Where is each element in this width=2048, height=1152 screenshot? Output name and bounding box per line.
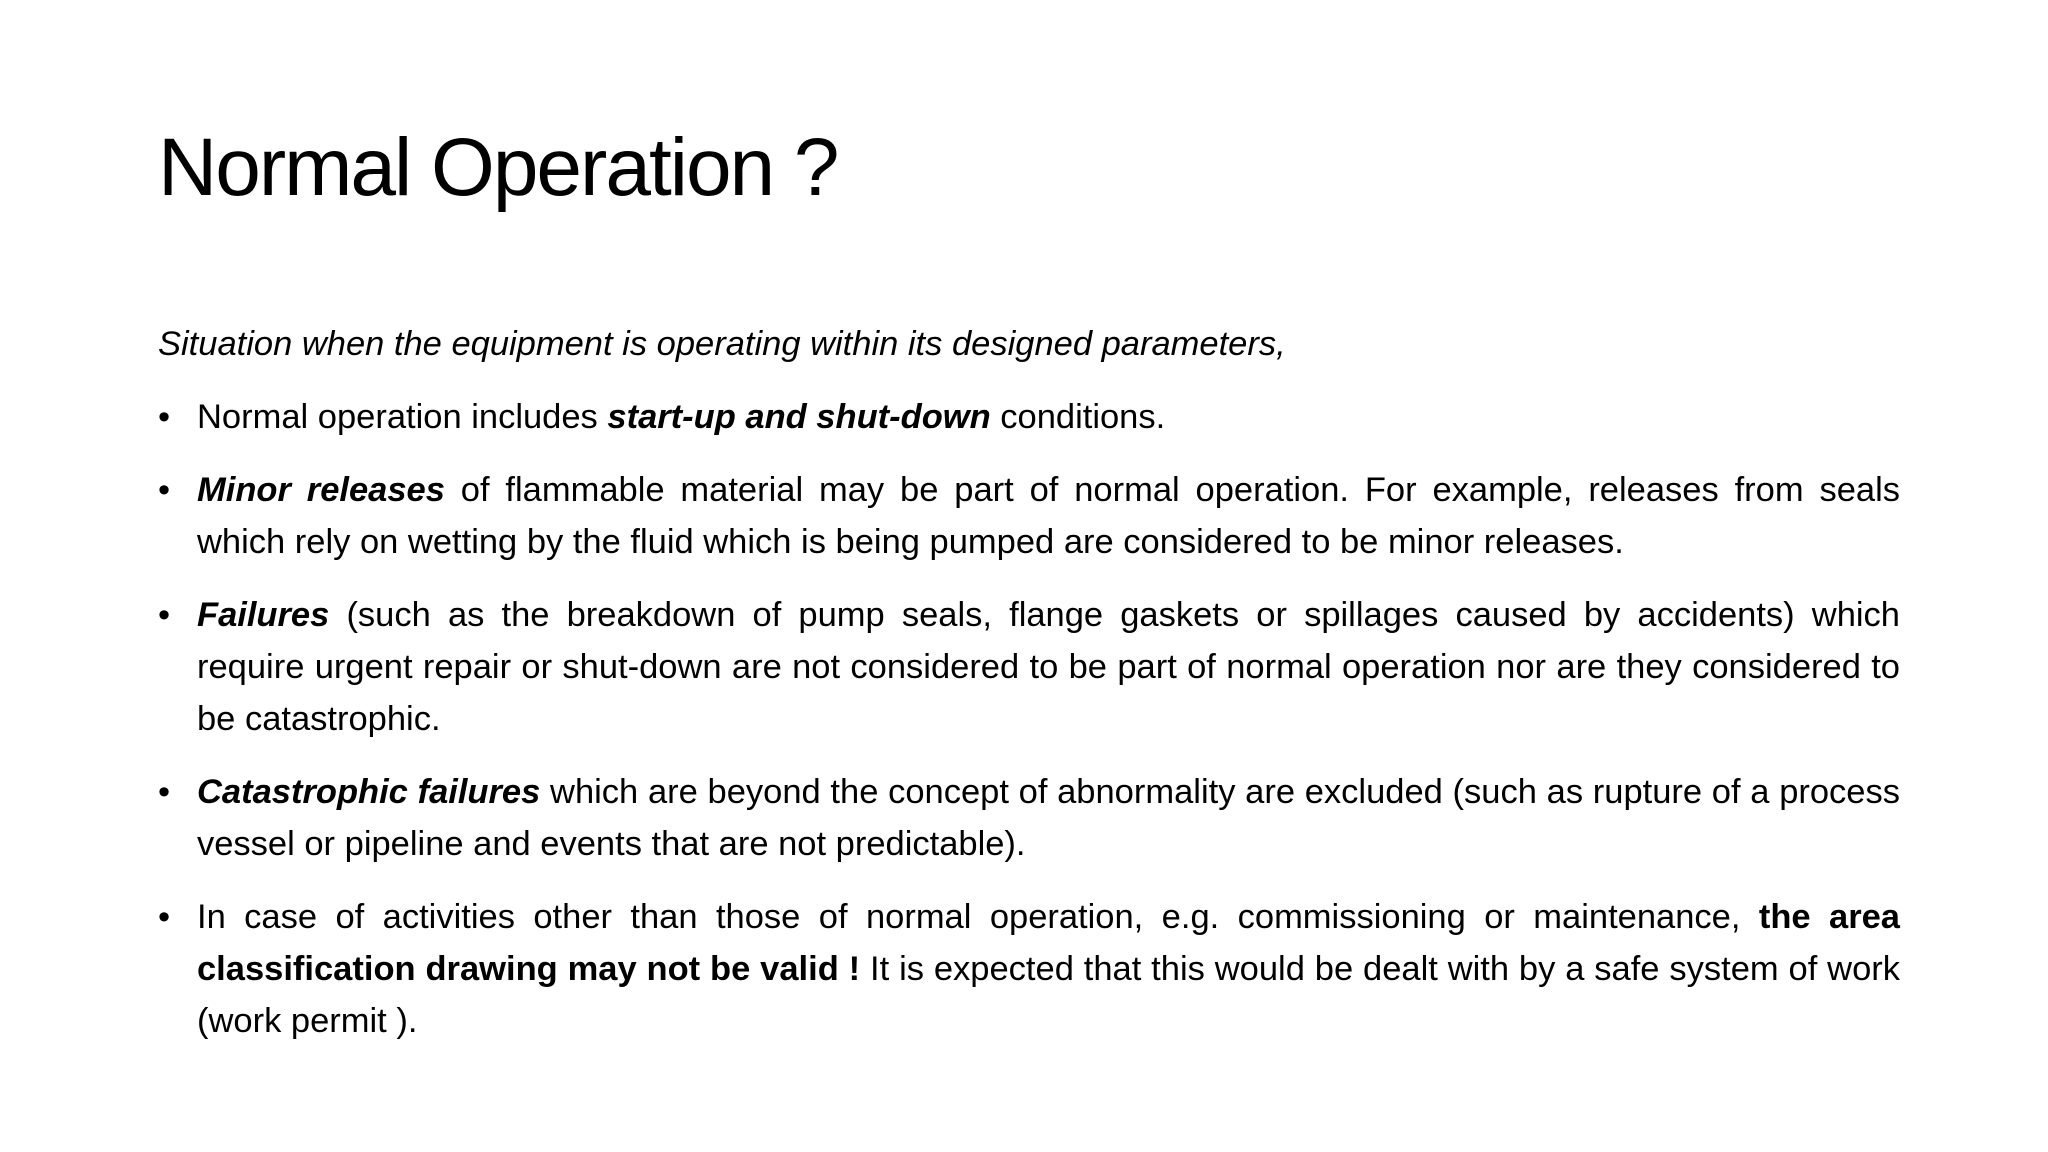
bullet-text: of flammable material may be part of normal operation. For example, releases from seals which rely on wetting by the fluid which is being pumped are considered to be minor releases. [197,471,1900,561]
slide-body [158,318,1900,1068]
bullet-text: In case of activities other than those of normal operation, e.g. commissioning or maintenance, [197,898,1759,936]
bullet-item-minor-releases [158,464,1900,568]
bullet-item-startup [158,391,1900,443]
bullet-item-other-activities [158,891,1900,1047]
bullet-text: Normal operation includes [197,398,608,436]
bullet-text: It is expected that this would be dealt with by a safe system of work (work permit ). [197,950,1900,1040]
bullet-item-failures [158,589,1900,745]
bullet-text: conditions. [990,398,1166,436]
slide-title: Normal Operation ? [158,122,838,213]
bullet-emphasis: Catastrophic failures [197,773,541,811]
intro-text: Situation when the equipment is operating within its designed parameters, [158,325,1286,363]
bullet-icon: • [158,471,171,509]
bullet-icon: • [158,596,171,634]
bullet-icon: • [158,773,171,811]
bullet-icon: • [158,898,171,936]
bullet-emphasis: Failures [197,596,330,634]
bullet-item-catastrophic-failures [158,766,1900,870]
bullet-emphasis: start-up and shut-down [607,398,991,436]
bullet-text: which are beyond the concept of abnormality are excluded (such as rupture of a process vessel or pipeline and events that are not predictable). [197,773,1900,863]
bullet-emphasis: Minor releases [197,471,445,509]
bullet-bold-warning: the area classification drawing may not be valid ! [197,898,1900,988]
bullet-list [158,391,1900,1047]
bullet-icon: • [158,398,171,436]
bullet-text: (such as the breakdown of pump seals, flange gaskets or spillages caused by accidents) which require urgent repair or shut-down are not considered to be part of normal operation nor are they considered to be catastrophic. [197,596,1900,738]
